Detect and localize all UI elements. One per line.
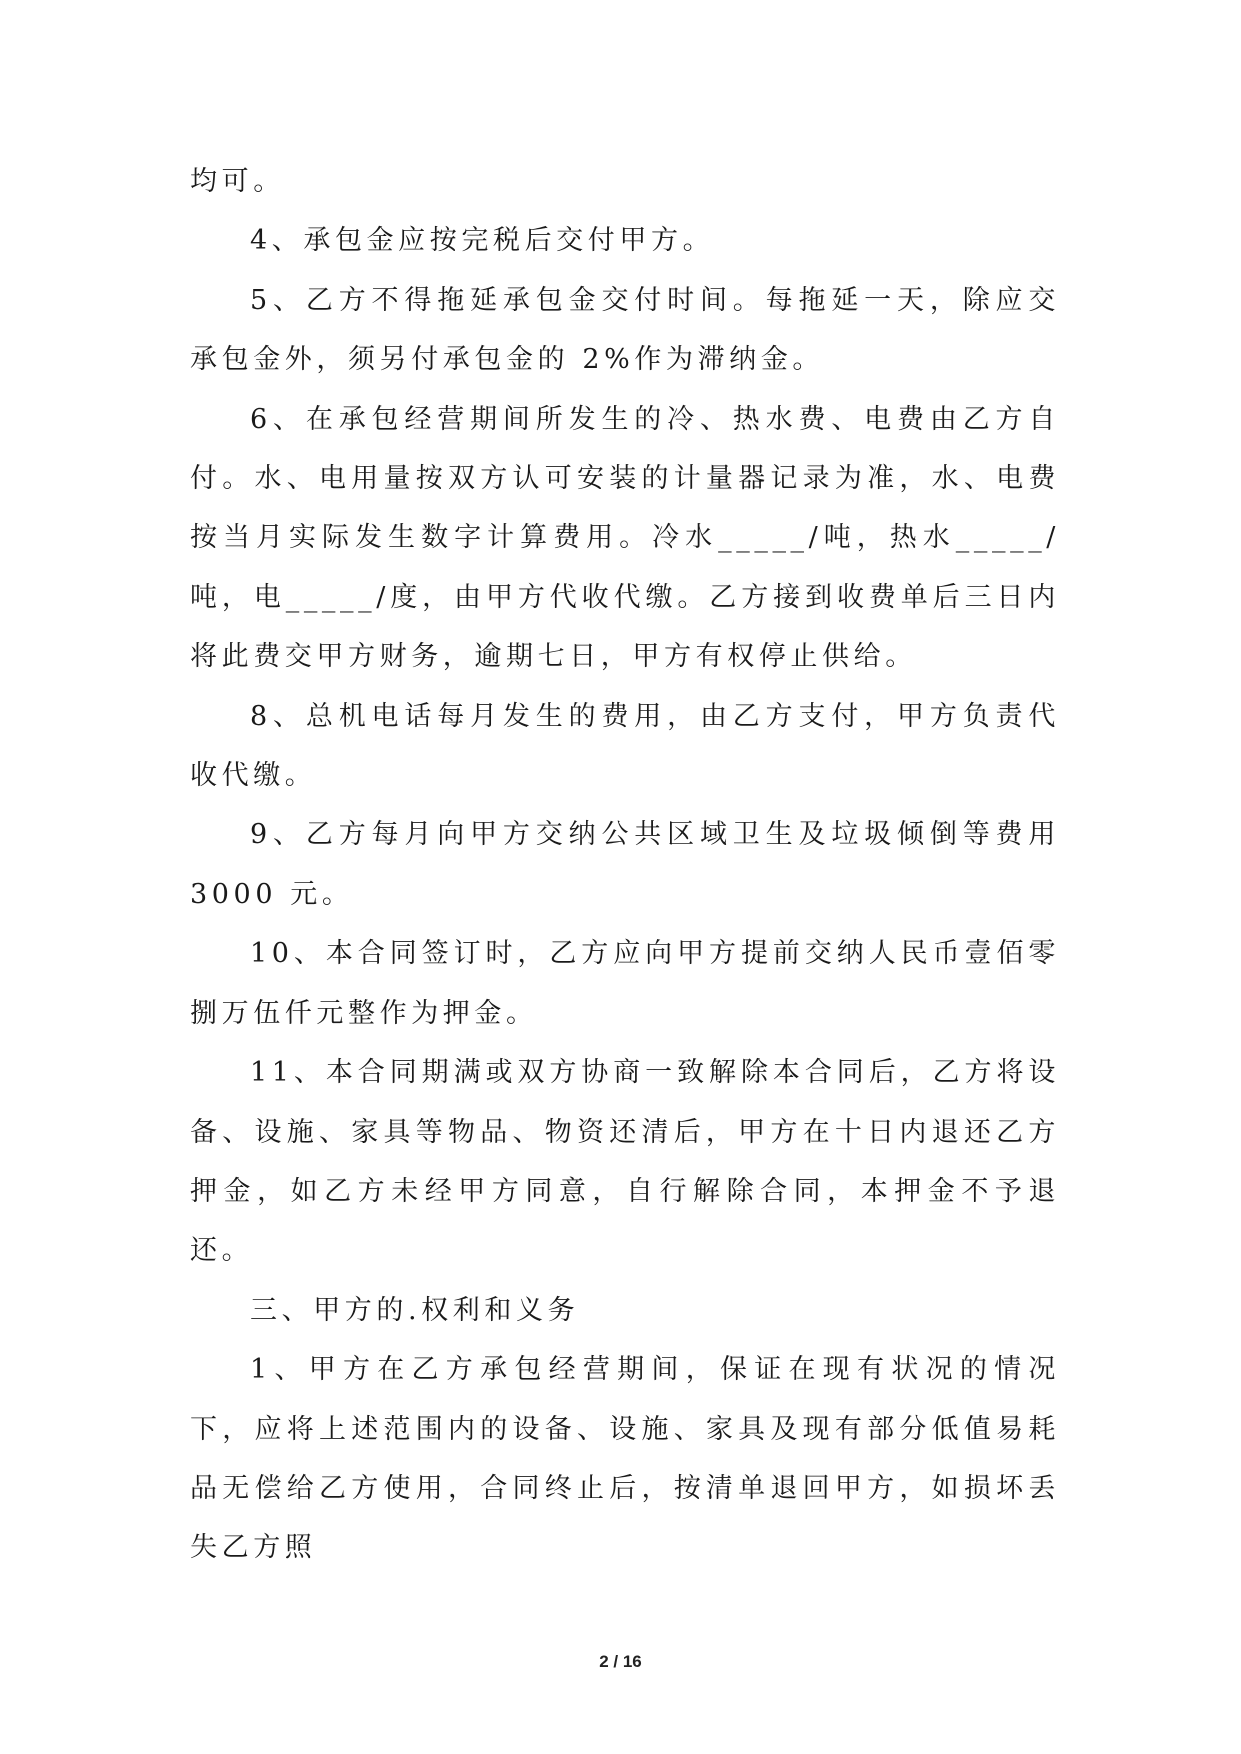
paragraph-item-10: 10、本合同签订时，乙方应向甲方提前交纳人民币壹佰零捌万伍仟元整作为押金。 (190, 938, 1060, 1029)
paragraph-section3-item-1: 1、甲方在乙方承包经营期间，保证在现有状况的情况下，应将上述范围内的设备、设施、家具及现有部分低值易耗品无偿给乙方使用，合同终止后，按清单退回甲方，如损坏丢失乙方照 (190, 1354, 1060, 1564)
page-number: 2 / 16 (599, 1652, 642, 1671)
paragraph-item-8: 8、总机电话每月发生的费用，由乙方支付，甲方负责代收代缴。 (190, 700, 1060, 792)
paragraph-continuation: 均可。 (190, 166, 285, 197)
paragraph-item-4: 4、承包金应按完税后交付甲方。 (250, 225, 715, 257)
paragraph-item-11: 11、本合同期满或双方协商一致解除本合同后，乙方将设备、设施、家具等物品、物资还清后，甲方在十日内退还乙方押金，如乙方未经甲方同意，自行解除合同，本押金不予退还。 (190, 1057, 1060, 1267)
section-heading-3: 三、甲方的.权利和义务 (250, 1294, 580, 1326)
paragraph-item-6: 6、在承包经营期间所发生的冷、热水费、电费由乙方自付。水、电用量按双方认可安装的计量器记录为准，水、电费按当月实际发生数字计算费用。冷水_____/吨，热水_____/吨，电_____/度，由甲方代收代缴。乙方接到收费单后三日内将此费交甲方财务，逾期七日，甲方有权停止供给。 (190, 403, 1060, 673)
paragraph-item-5: 5、乙方不得拖延承包金交付时间。每拖延一天，除应交承包金外，须另付承包金的 2%作为滞纳金。 (190, 284, 1060, 376)
paragraph-item-9: 9、乙方每月向甲方交纳公共区域卫生及垃圾倾倒等费用 3000 元。 (190, 819, 1060, 910)
document-body (190, 152, 1060, 1578)
